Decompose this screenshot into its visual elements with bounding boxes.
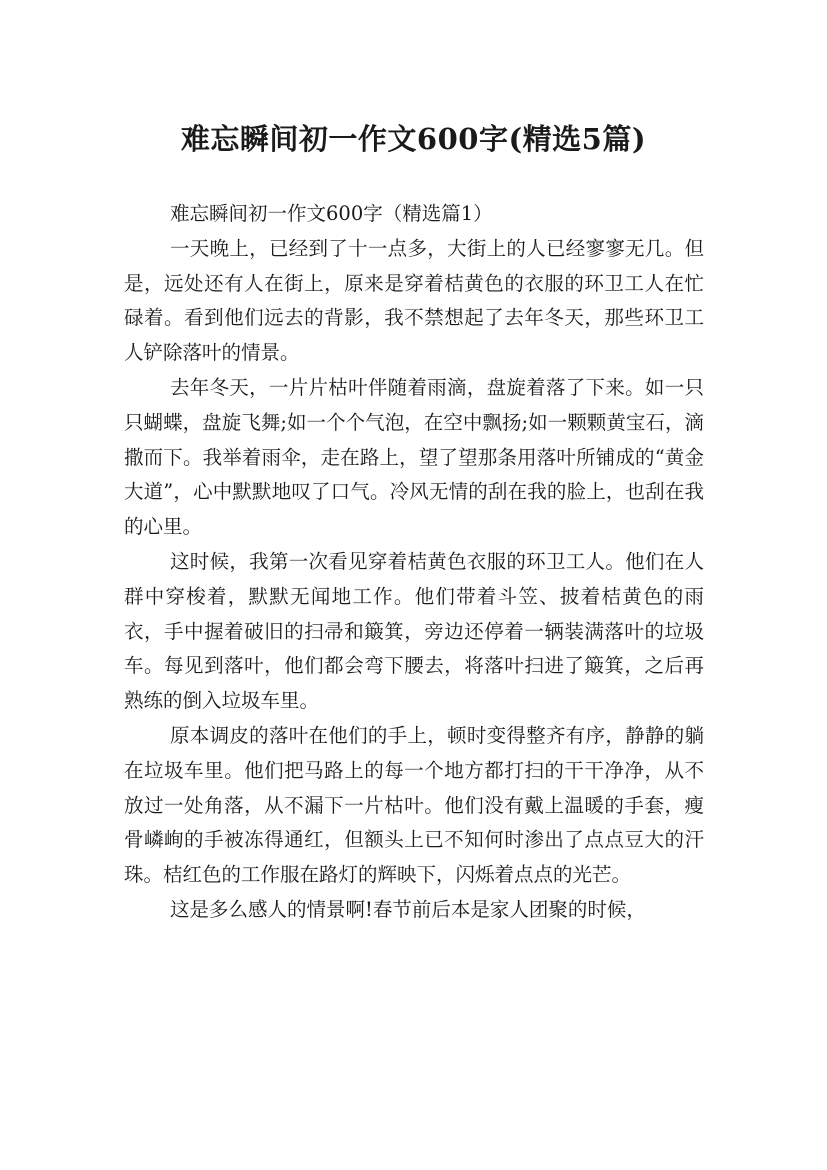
paragraph-2: 去年冬天，一片片枯叶伴随着雨滴，盘旋着落了下来。如一只只蝴蝶，盘旋飞舞;如一个个气泡，在空中飘扬;如一颗颗黄宝石，滴撒而下。我举着雨伞，走在路上，望了望那条用落叶所铺成的“黄金大道”，心中默默地叹了口气。冷风无情的刮在我的脸上，也刮在我的心里。 (124, 375, 704, 539)
paragraph-3: 这时候，我第一次看见穿着桔黄色衣服的环卫工人。他们在人群中穿梭着，默默无闻地工作。他们带着斗笠、披着桔黄色的雨衣，手中握着破旧的扫帚和簸箕，旁边还停着一辆装满落叶的垃圾车。每见到落叶，他们都会弯下腰去，将落叶扫进了簸箕，之后再熟练的倒入垃圾车里。 (124, 549, 704, 713)
page-title: 难忘瞬间初一作文600字(精选5篇) (180, 122, 647, 157)
article-body (124, 197, 704, 928)
paragraph-1: 一天晚上，已经到了十一点多，大街上的人已经寥寥无几。但是，远处还有人在街上，原来是穿着桔黄色的衣服的环卫工人在忙碌着。看到他们远去的背影，我不禁想起了去年冬天，那些环卫工人铲除落叶的情景。 (124, 236, 704, 365)
paragraph-5: 这是多么感人的情景啊!春节前后本是家人团聚的时候， (170, 897, 646, 921)
section-subheading: 难忘瞬间初一作文600字（精选篇1） (170, 202, 493, 225)
paragraph-4: 原本调皮的落叶在他们的手上，顿时变得整齐有序，静静的躺在垃圾车里。他们把马路上的每一个地方都打扫的干干净净，从不放过一处角落，从不漏下一片枯叶。他们没有戴上温暖的手套，瘦骨嶙峋的手被冻得通红，但额头上已不知何时渗出了点点豆大的汗珠。桔红色的工作服在路灯的辉映下，闪烁着点点的光芒。 (124, 723, 704, 887)
